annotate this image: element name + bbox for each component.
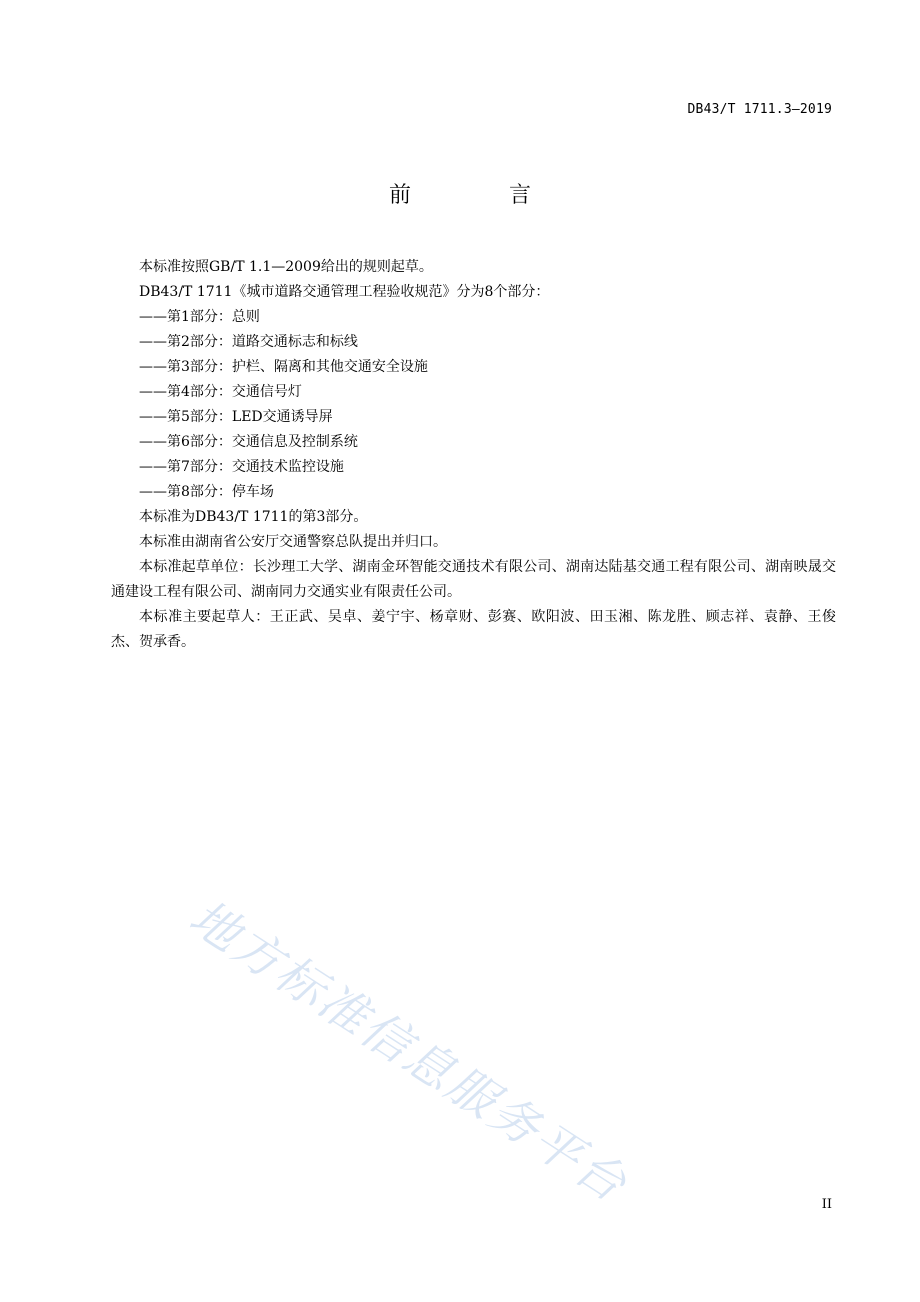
paragraph-proposer: 本标准由湖南省公安厅交通警察总队提出并归口。: [139, 534, 447, 550]
paragraph-drafters: 本标准主要起草人：王正武、吴卓、姜宁宇、杨章财、彭赛、欧阳波、田玉湘、陈龙胜、顾志祥、袁静、王俊杰、贺承香。: [111, 609, 836, 650]
watermark: 地方标准信息服务平台: [179, 889, 638, 1214]
list-item: ——第8部分：停车场: [139, 484, 274, 500]
paragraph-part-statement: 本标准为DB43/T 1711的第3部分。: [139, 509, 368, 525]
paragraph-drafting-rules: 本标准按照GB/T 1.1—2009给出的规则起草。: [139, 259, 433, 275]
list-item: ——第7部分：交通技术监控设施: [139, 459, 344, 475]
list-item: ——第1部分：总则: [139, 309, 260, 325]
list-item: ——第6部分：交通信息及控制系统: [139, 434, 358, 450]
list-item: ——第5部分：LED交通诱导屏: [139, 409, 333, 425]
standard-code: DB43/T 1711.3—2019: [687, 102, 832, 117]
paragraph-drafting-units: 本标准起草单位：长沙理工大学、湖南金环智能交通技术有限公司、湖南达陆基交通工程有限公司、湖南映晟交通建设工程有限公司、湖南同力交通实业有限责任公司。: [111, 559, 836, 600]
page-title: 前 言: [388, 183, 569, 208]
page-number: II: [821, 1197, 832, 1212]
list-item: ——第3部分：护栏、隔离和其他交通安全设施: [139, 359, 428, 375]
paragraph-parts-intro: DB43/T 1711《城市道路交通管理工程验收规范》分为8个部分：: [139, 284, 550, 300]
document-body: [111, 255, 836, 655]
list-item: ——第2部分：道路交通标志和标线: [139, 334, 358, 350]
list-item: ——第4部分：交通信号灯: [139, 384, 302, 400]
